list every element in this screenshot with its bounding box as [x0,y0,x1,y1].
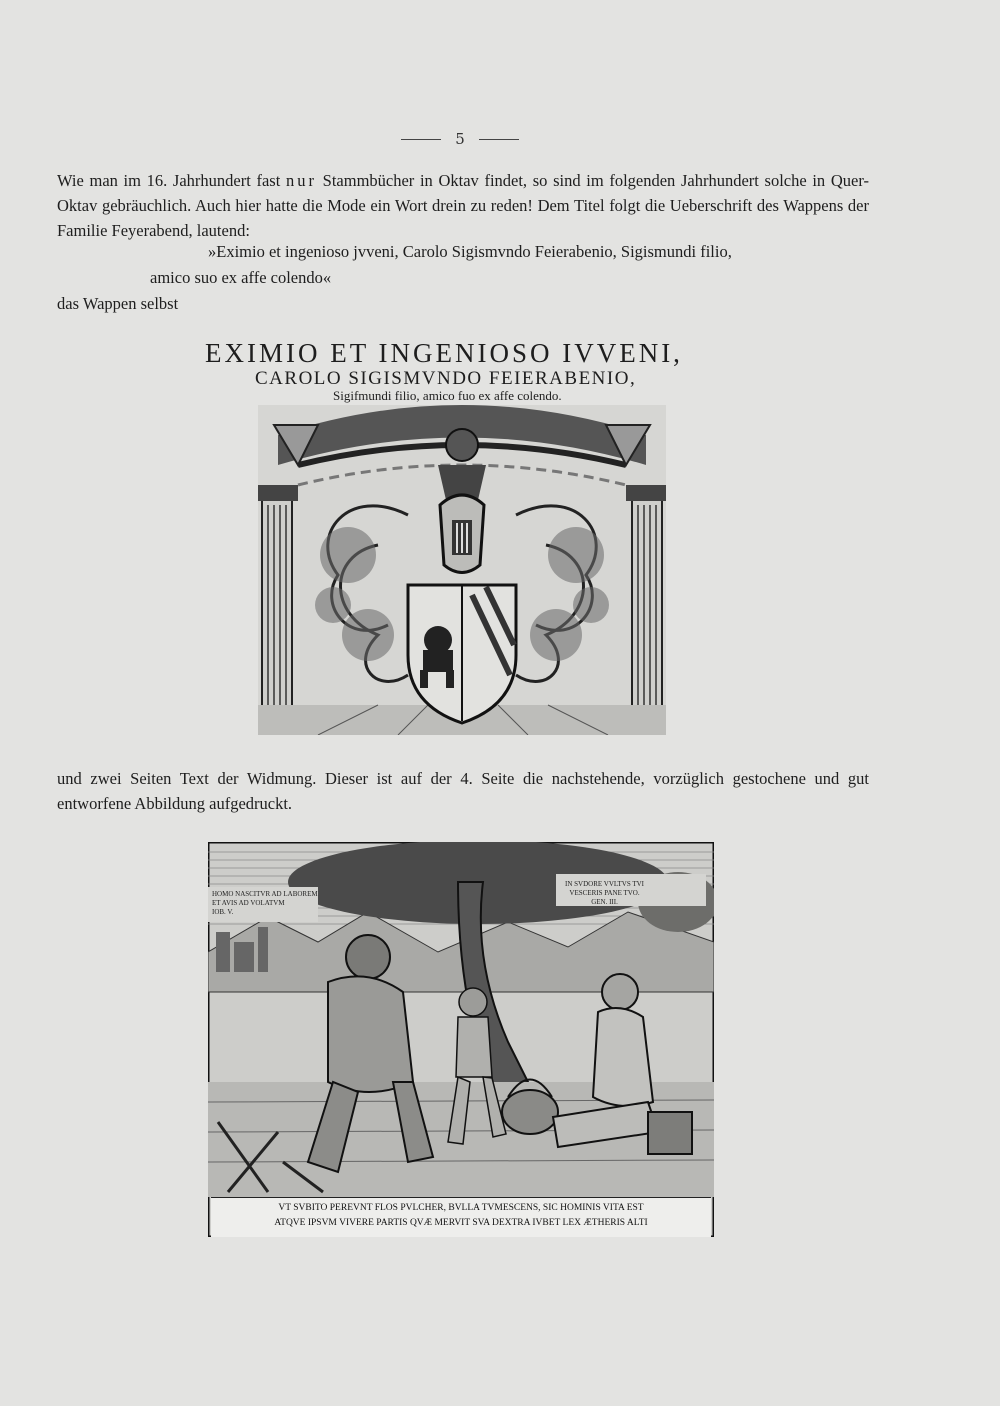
quote-line-1: »Eximio et ingenioso jvveni, Carolo Sigismvndo Feierabenio, Sigismundi filio, [208,242,732,261]
page-number [390,130,530,148]
woodcut-inscription-left: HOMO NASCITVR AD LABOREM ET AVIS AD VOLATVM IOB. V. [212,890,318,916]
woodcut-caption-line-1: VT SVBITO PEREVNT FLOS PVLCHER, BVLLA TVMESCENS, SIC HOMINIS VITA EST [278,1203,644,1213]
page-number-rule-right [479,139,519,140]
woodcut-caption [211,1197,711,1237]
coat-of-arms-title-3: Sigifmundi filio, amico fuo ex affe colendo. [333,388,562,403]
paragraph-intro-emphasis: nur [285,171,317,190]
wappen-line: das Wappen selbst [57,294,179,313]
quote-line-2: amico suo ex affe colendo« [150,268,332,287]
coat-of-arms-title-2: CAROLO SIGISMVNDO FEIERABENIO, [255,368,637,389]
page-number-rule-left [401,139,441,140]
woodcut-inscription-right: IN SVDORE VVLTVS TVI VESCERIS PANE TVO. GEN. III. [565,880,645,906]
paragraph-intro-part1: Wie man im 16. Jahrhundert fast [57,171,286,190]
paragraph-dedication: und zwei Seiten Text der Widmung. Dieser ist auf der 4. Seite die nachstehende, vorzüglich gestochene und gut entworfene Abbildung aufgedruckt. [57,769,869,813]
paragraph-intro [57,168,869,243]
coat-of-arms-engraving [258,405,666,735]
woodcut-caption-line-2: ATQVE IPSVM VIVERE PARTIS QVÆ MERVIT SVA DEXTRA IVBET LEX ÆTHERIS ALTI [274,1218,648,1228]
page-number-text: 5 [455,130,465,148]
coat-of-arms-title-1: EXIMIO ET INGENIOSO IVVENI, [205,338,683,368]
paragraph-intro-part2: Stammbücher in Oktav findet, so sind im folgenden Jahrhundert solche in Quer-Oktav gebräuchlich. Auch hier hatte die Mode ein Wort drein zu reden! Dem Titel folgt die Ueberschrift des Wappens der Familie Feyerabend, lautend: [57,171,869,240]
